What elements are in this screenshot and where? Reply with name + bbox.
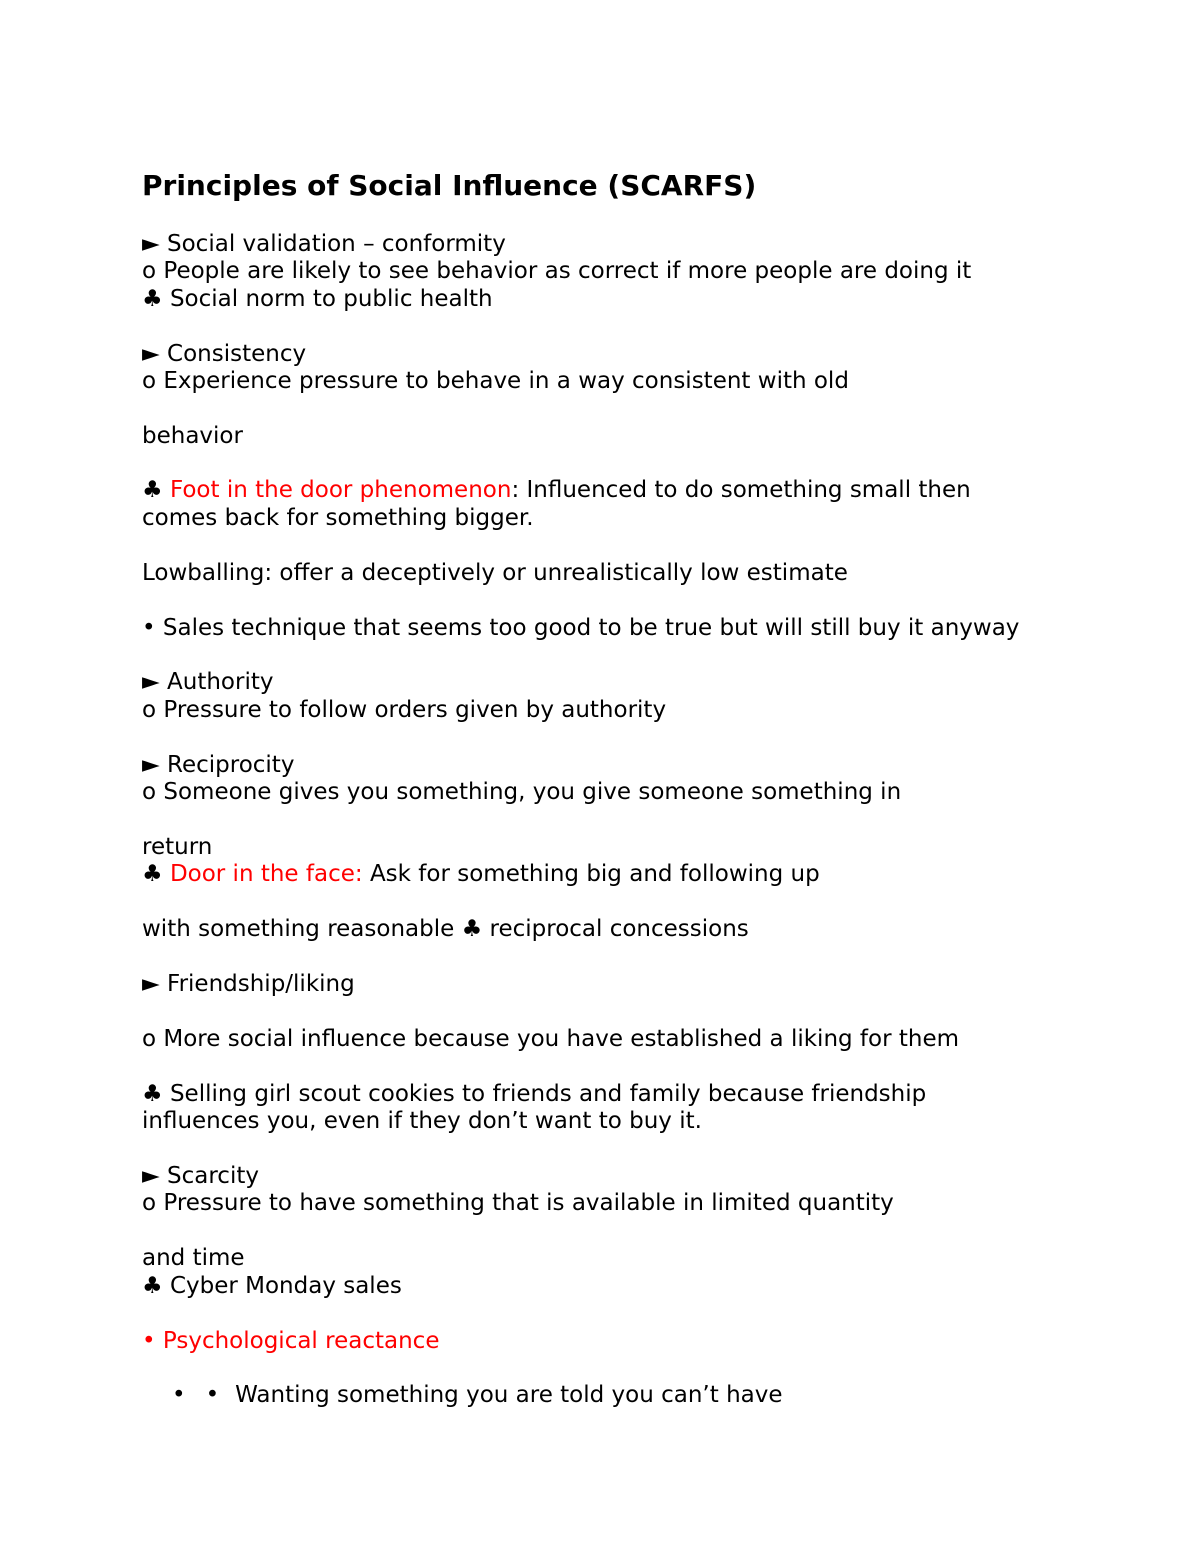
circle-bullet-icon: o xyxy=(142,697,157,723)
item-text: Ask for something big and following up xyxy=(362,861,820,887)
text-line-and-time: and time xyxy=(142,1245,245,1271)
arrow-bullet-icon: ► xyxy=(142,231,160,257)
text-line-lowballing: Lowballing: offer a deceptively or unrealistically low estimate xyxy=(142,560,848,586)
item-text: Selling girl scout cookies to friends and family because friendship xyxy=(169,1081,927,1107)
item-text: Pressure to have something that is available in limited quantity xyxy=(163,1190,894,1216)
highlight-term: Psychological reactance xyxy=(162,1328,440,1354)
item-text: Authority xyxy=(167,669,274,695)
item-text: Social norm to public health xyxy=(169,286,493,312)
item-text: Friendship/liking xyxy=(167,971,355,997)
text-line-comes-back: comes back for something bigger. xyxy=(142,505,534,531)
item-text: Consistency xyxy=(167,341,307,367)
list-item-door-in-face xyxy=(142,860,820,888)
item-text: More social influence because you have established a liking for them xyxy=(163,1026,960,1052)
list-item-more-social-influence xyxy=(142,1025,959,1053)
list-item-consistency xyxy=(142,340,306,368)
text-line-behavior: behavior xyxy=(142,423,243,449)
item-text: reciprocal concessions xyxy=(482,916,749,942)
list-item-experience-pressure xyxy=(142,367,849,395)
circle-bullet-icon: o xyxy=(142,779,157,805)
circle-bullet-icon: o xyxy=(142,1026,157,1052)
circle-bullet-icon: o xyxy=(142,258,157,284)
club-bullet-icon: ♣ xyxy=(142,1273,163,1299)
dot-bullet-icon: • xyxy=(172,1382,186,1408)
circle-bullet-icon: o xyxy=(142,368,157,394)
dot-bullet-icon: • xyxy=(142,615,156,641)
club-bullet-icon: ♣ xyxy=(142,477,163,503)
list-item-cyber-monday xyxy=(142,1272,402,1300)
text-line-something-reasonable xyxy=(142,915,749,943)
list-item-wanting-something xyxy=(172,1381,783,1409)
item-text: with something reasonable xyxy=(142,916,462,942)
list-item-psychological-reactance xyxy=(142,1327,439,1355)
item-text: Pressure to follow orders given by authority xyxy=(163,697,667,723)
dot-bullet-icon: • xyxy=(142,1328,156,1354)
list-item-social-norm xyxy=(142,285,493,313)
arrow-bullet-icon: ► xyxy=(142,1163,160,1189)
item-text: : Influenced to do something small then xyxy=(511,477,971,503)
text-line-return: return xyxy=(142,834,213,860)
arrow-bullet-icon: ► xyxy=(142,752,160,778)
document-title: Principles of Social Influence (SCARFS) xyxy=(142,169,757,202)
club-bullet-icon: ♣ xyxy=(461,916,483,942)
list-item-people-likely xyxy=(142,257,971,285)
list-item-social-validation xyxy=(142,230,506,258)
arrow-bullet-icon: ► xyxy=(142,669,160,695)
item-text: Wanting something you are told you can’t have xyxy=(235,1382,783,1408)
list-item-sales-technique xyxy=(142,614,1019,642)
list-item-friendship xyxy=(142,970,355,998)
list-item-reciprocity xyxy=(142,751,294,779)
club-bullet-icon: ♣ xyxy=(142,286,163,312)
item-text: Social validation – conformity xyxy=(167,231,506,257)
text-line-influences-you: influences you, even if they don’t want to buy it. xyxy=(142,1108,702,1134)
item-text: Someone gives you something, you give someone something in xyxy=(163,779,902,805)
arrow-bullet-icon: ► xyxy=(142,971,160,997)
club-bullet-icon: ♣ xyxy=(142,861,163,887)
arrow-bullet-icon: ► xyxy=(142,341,160,367)
dot-bullet-icon: • xyxy=(205,1382,220,1408)
highlight-term: Door in the face: xyxy=(169,861,363,887)
item-text: People are likely to see behavior as correct if more people are doing it xyxy=(163,258,972,284)
item-text: Cyber Monday sales xyxy=(169,1273,402,1299)
highlight-term: Foot in the door phenomenon xyxy=(169,477,512,503)
list-item-girl-scout xyxy=(142,1080,926,1108)
item-text: Sales technique that seems too good to be true but will still buy it anyway xyxy=(162,615,1020,641)
list-item-scarcity xyxy=(142,1162,259,1190)
list-item-someone-gives xyxy=(142,778,901,806)
list-item-pressure-orders xyxy=(142,696,666,724)
club-bullet-icon: ♣ xyxy=(142,1081,163,1107)
list-item-authority xyxy=(142,668,273,696)
item-text: Scarcity xyxy=(167,1163,259,1189)
item-text: Reciprocity xyxy=(167,752,295,778)
circle-bullet-icon: o xyxy=(142,1190,157,1216)
list-item-pressure-limited xyxy=(142,1189,894,1217)
list-item-foot-in-door xyxy=(142,476,971,504)
item-text: Experience pressure to behave in a way consistent with old xyxy=(163,368,849,394)
